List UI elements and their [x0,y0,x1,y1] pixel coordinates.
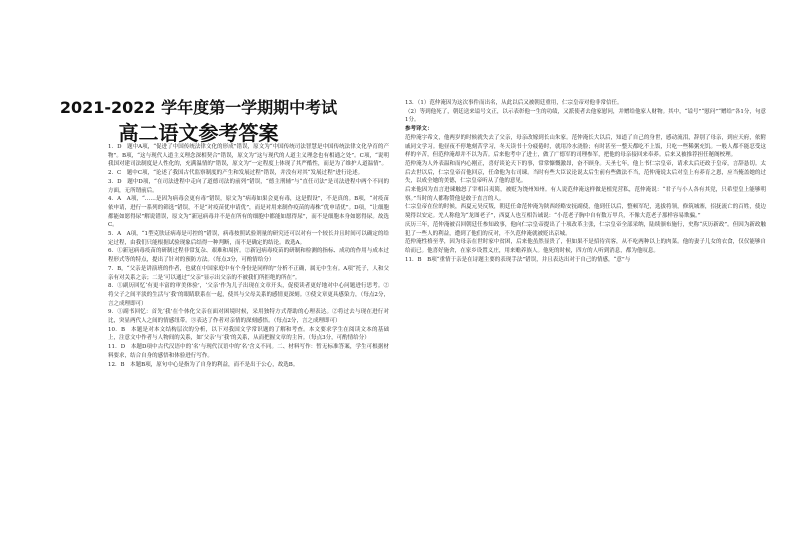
answer-paragraph: 8．①副历回忆‘有更丰富的审美体验’，‘父亲’作为儿子出现在文章开头，促使读者更好地对中心问题进行思考。②将父子之间平淡的生活与‘我’的眼睛联系在一起，使其与父母关系的感情更深刻。③使文章更具感染力，（每点2分，言之成理即可） [108,283,389,307]
answer-paragraph: 10．B 本题是对本文结构层次的分析，以下对我国文学常识题的了解和考查。本文要求学生在阅读文本的基础上，注意文中作者与人物间的关系，如‘父亲’与‘我’的关系，从而把握文章的主旨。（每点3分，可酌情给分） [108,326,389,342]
answer-paragraph: 11．B B项“重情于亲是在诗题主要的表现手法”错误，并且表达出对于自己的情感，“意”与 [405,256,631,263]
left-answer-text [108,143,389,369]
answer-paragraph: 1．D 题中A项，“促进了中国传统法律文化的形成”错误，原文为“中国传统司法智慧是中国传统法律文化孕育的产物”。B项，“这与现代人道主义理念深相契合”错误，原文为“这与现代的人道主义理念也有相通之处”。C项，“说明我国对建司法制度是人性化的，充满温情的”错误，原文为“一定程度上体现了其严酷性，而是为了维护人道温情”。 [108,144,389,168]
right-answer-text [405,99,766,264]
answer-paragraph: （2）等到他死了，朝廷送来谥号文正，以示表彰他一生的功绩，又派使者去他家慰问，并赠给他家人财物。其中，“谥号”“慰问”“赠给”各1分，句意1分。 [405,108,766,124]
translation-paragraph: 后来他因为直言进谏触怒了宰相吕夷简，被贬为饶州知州。有人说范仲淹这样做是植党营私，范仲淹说：“君子与小人各有其党，只希望皇上能够明察。”当时的人都称赞他是敢于直言的人。 [405,187,766,202]
translation-paragraph: 庆历三年，范仲淹被召回朝廷任参知政事，他向仁宗皇帝提出了十项改革主张，仁宗皇帝全部采纳，陆续颁布施行，史称“庆历新政”。但因为新政触犯了一些人的利益，遭到了他们的反对，不久范仲淹就被贬出京城。 [405,221,766,237]
document-title: 2021-2022 学年度第一学期期中考试 [59,98,338,117]
translation-heading: 参考译文： [405,126,433,133]
answer-paragraph: 3．D 题中D项，“在司法进程中走向了道德司法的前列”错误，“德主刑辅”与“直任司法”是司法进程中两个不同的方面，无所谓前后。 [108,178,389,194]
translation-paragraph: 仁宗皇帝在位的时候，西夏元昊反叛，朝廷任命范仲淹为陕西经略安抚副使，他到任以后，整顿军纪，选拔将领，修筑城寨，招抚流亡的百姓，使边境得以安定。羌人称他为“龙图老子”，西夏人也互相告诫说：“小范老子胸中自有数万甲兵，不像大范老子那样容易欺骗。” [405,204,766,220]
translation-paragraph: 范仲淹性格至孝，因为母亲在世时家中贫困，后来他虽然显贵了，但如果不是招待宾客，从不吃两种以上的肉菜。他的妻子儿女的衣食，仅仅能够自给而已。他喜好施舍，在家乡设置义庄，用来赡养族人。他死的时候，四方的人听到消息，都为他叹息。 [405,239,766,254]
answer-paragraph: 5．A A项，“1型克肤证病毒是可控的”错误，病毒按照试验剂量的研究还可以对有一个较长并且时间可以确定的给定过程，由我们只能根据试验现象后结得一种判断，而不是确定的结论。故选A。 [108,231,389,246]
translation-paragraph: 范仲淹字希文，他两岁的时候就失去了父亲，母亲改嫁到长山朱家。范仲淹长大以后，知道了自己的身世，感动流泪，辞别了母亲，到应天府，依附戚同文学习。他昼夜不停地刻苦学习，冬天读书十分疲倦时，就用冷水浇脸；有时甚至一整天都吃不上饭，只吃一些稀粥充饥。一般人都不能忍受这样的辛苦，但范仲淹却并不以为苦。后来他考中了进士，做了广德军的司理参军，把他的母亲接回来奉养。后来又被推荐担任秘阁校理。 [405,134,766,159]
answer-paragraph: 4．A A项，“……是因为病毒会更有毒”错误，原文为“病毒如果会更有毒，这是假设”，不是真的。B项，“对疫苗依申请，进行一系列的筛选”错误，不是“对疫苗优申请优”，而是对用来制作疫苗的毒株“优申请优”。D项，“让细胞都能如愿得尿”解说错误，原文为“新冠病毒并不是在所有的细胞中都能如愿得尿”，而不是细胞本身如愿得尿。故选C。 [108,196,389,229]
translation-paragraph: 范仲淹为人外表温和而内心刚正，喜好谈论天下的事，常常慷慨激昂，奋不顾身。天圣七年，他上书仁宗皇帝，请求太后还政于皇帝，言辞恳切。太后去世以后，仁宗皇帝召他回京，任命他为右司谏。当时有些大臣议论说太后生前有些做法不当，范仲淹说太后对皇上有养育之恩，应当掩盖她的过失，以成全她的美德，仁宗皇帝听从了他的意见。 [405,160,766,185]
answer-paragraph: 12．B 本题B项，原句中心是指为了自身的利益，而不是出于公心，故选B。 [108,361,299,368]
answer-paragraph: 9．①副书回忆：首先‘我’在个体化父亲在面对困境时候，采用独特方式帮助的心理表达。②将过去与现在进行对比，突显两代人之间的情感纽带。③表达了作者对亲情的深刻感悟。（每点2分，言之成理即可） [108,309,389,325]
answer-paragraph: 2．C 题中C项，“论述了我国古代监察制度的产生和发展过程”错误，并没有对其“发展过程”进行论述。 [108,170,364,177]
document-subtitle: 高二语文参考答案 [118,121,279,145]
answer-paragraph: 7．B，“父亲是讲演班的作者，也就在中国家庭中有个身份是同样的”分析不正确，属无中生有。A项“托子，人和父亲有对关系之亲；二是‘可以通过“父亲”显示出父亲的不被我们所拒绝的所在”。 [108,265,389,281]
answer-paragraph: 13．（1）范仲淹因为这次事件而出名，从此以后又被朝廷重用，仁宗皇帝对他非常信任。 [405,100,623,106]
answer-paragraph: 11．D 本题D项中古代汉语中的‘名’与现代汉语中的‘名’含义不同。二、材料写作：暂无标准答案，学生可根据材料要求，结合自身的感悟和体验进行写作。 [108,344,389,359]
answer-paragraph: 6．①新冠病毒疫苗的研制过程非常复杂、艰难和周折。②新冠病毒疫苗的研制和检测的指标、成功的作用与成本过程形式等的特点，提出了针对的预防方法。（每点3分，可酌情给分） [108,248,389,264]
